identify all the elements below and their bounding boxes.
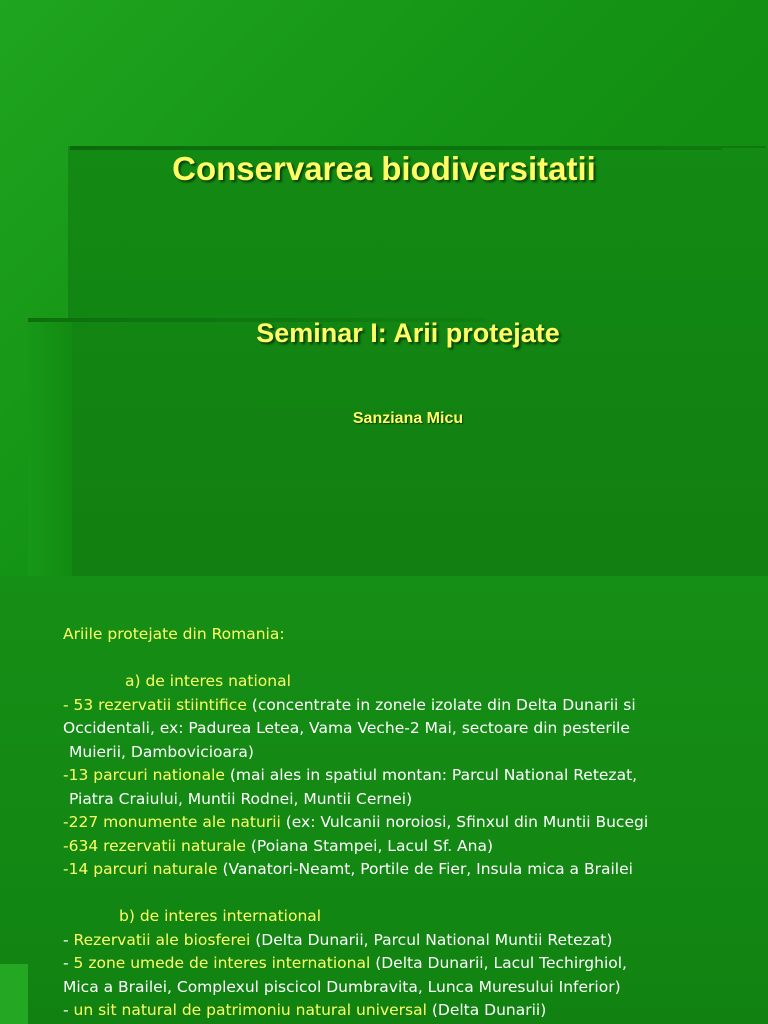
slide-subtitle: Seminar I: Arii protejate <box>256 318 560 348</box>
item-text: (Delta Dunarii, Lacul Techirghiol, <box>370 954 627 972</box>
item-text: (ex: Vulcanii noroiosi, Sfinxul din Muntii Bucegi <box>280 813 649 831</box>
item-dash: - <box>63 930 74 949</box>
slide-author: Sanziana Micu <box>352 410 464 427</box>
slide-corner-decoration <box>0 964 28 1024</box>
list-item <box>63 811 768 835</box>
slide-background-panel-edge <box>28 320 72 576</box>
list-item-continuation: Occidentali, ex: Padurea Letea, Vama Veche-2 Mai, sectoare din pesterile <box>63 719 630 737</box>
list-item <box>63 764 768 788</box>
slide-body <box>63 623 768 1023</box>
slide-title: Conservarea biodiversitatii <box>172 150 596 187</box>
item-dash: - <box>63 1001 74 1019</box>
content-slide <box>0 576 768 1024</box>
item-text: (Delta Dunarii) <box>426 1001 547 1019</box>
item-highlight: - 53 rezervatii stiintifice <box>63 695 247 714</box>
list-item-continuation: Piatra Craiului, Muntii Rodnei, Muntii Cernei) <box>69 789 413 808</box>
blank-line <box>63 647 768 671</box>
item-highlight: 5 zone umede de interes international <box>73 954 371 972</box>
item-text: (Delta Dunarii, Parcul National Muntii Retezat) <box>250 930 613 949</box>
item-highlight: Rezervatii ale biosferei <box>73 930 251 949</box>
blank-line <box>63 882 768 906</box>
list-item <box>63 929 768 953</box>
item-text: (mai ales in spatiul montan: Parcul National Retezat, <box>224 766 638 784</box>
item-text: (Vanatori-Neamt, Portile de Fier, Insula mica a Brailei <box>217 860 633 878</box>
section-heading-national: a) de interes national <box>125 672 291 690</box>
item-highlight: -13 parcuri nationale <box>63 766 225 784</box>
list-item <box>63 694 768 718</box>
list-item <box>63 952 768 976</box>
slide-heading: Ariile protejate din Romania: <box>63 625 285 643</box>
item-highlight: -227 monumente ale naturii <box>63 813 281 831</box>
list-item <box>63 999 768 1023</box>
item-text: (concentrate in zonele izolate din Delta Dunarii si <box>246 695 636 714</box>
item-highlight: un sit natural de patrimoniu natural universal <box>73 1001 427 1019</box>
slide-background-panel <box>70 148 768 576</box>
list-item <box>63 835 768 859</box>
list-item <box>63 858 768 882</box>
list-item-continuation: Mica a Brailei, Complexul piscicol Dumbravita, Lunca Muresului Inferior) <box>63 977 621 996</box>
item-highlight: -634 rezervatii naturale <box>63 836 246 855</box>
section-heading-international: b) de interes international <box>119 907 322 925</box>
item-dash: - <box>63 954 74 972</box>
item-text: (Poiana Stampei, Lacul Sf. Ana) <box>245 836 494 855</box>
list-item-continuation: Muierii, Dambovicioara) <box>69 742 254 761</box>
item-highlight: -14 parcuri naturale <box>63 860 218 878</box>
